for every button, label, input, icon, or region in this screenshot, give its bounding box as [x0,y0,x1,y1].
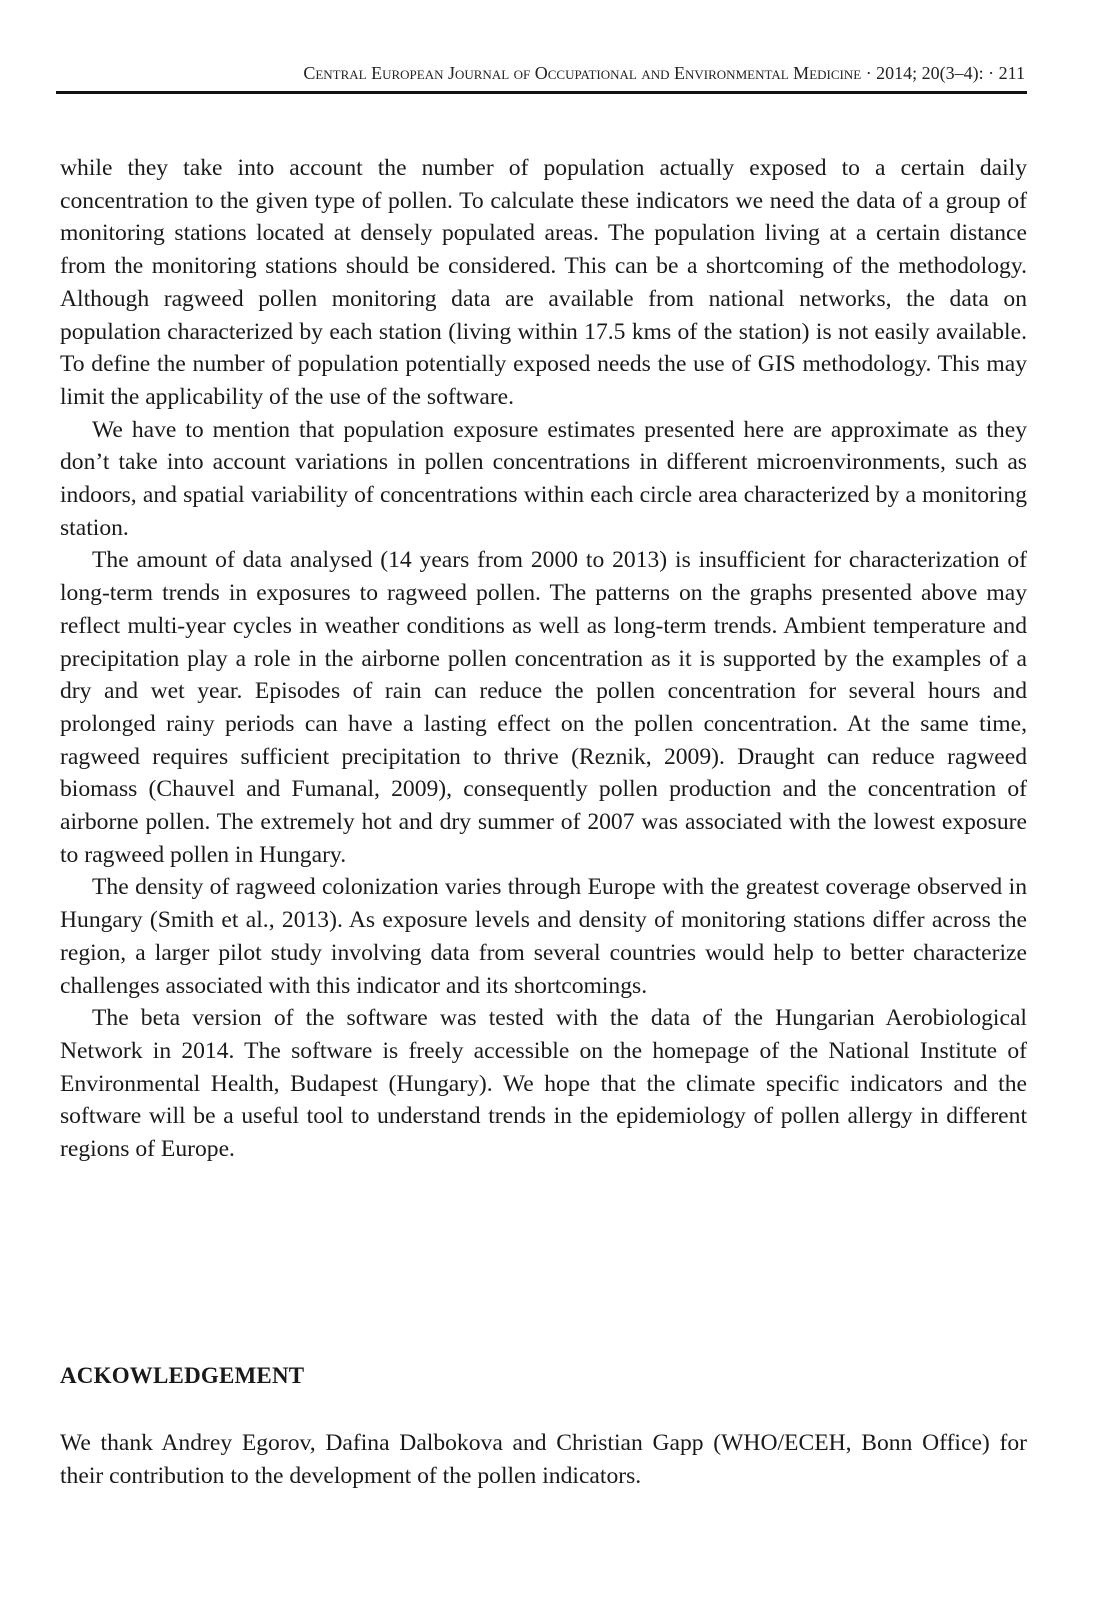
paragraph-continuation: while they take into account the number of population actually exposed to a certain daily concentration to the given type of pollen. To calculate these indicators we need the data of a group of monitoring stations located at densely populated areas. The population living at a certain distance from the monitoring stations should be considered. This can be a shortcoming of the methodology. Although ragweed pollen monitoring data are available from national networks, the data on population characterized by each station (living within 17.5 kms of the station) is not easily available. To define the number of population potentially exposed needs the use of GIS methodology. This may limit the applicability of the use of the software. [60,155,1027,410]
acknowledgement-text: We thank Andrey Egorov, Dafina Dalbokova and Christian Gapp (WHO/ECEH, Bonn Office) for their contribution to the development of the pollen indicators. [60,1430,1027,1489]
running-header [56,58,1027,94]
paragraph-data-analysed: The amount of data analysed (14 years from 2000 to 2013) is insufficient for characterization of long-term trends in exposures to ragweed pollen. The patterns on the graphs presented above may reflect multi-year cycles in weather conditions as well as long-term trends. Ambient temperature and precipitation play a role in the airborne pollen concentration as it is supported by the examples of a dry and wet year. Episodes of rain can reduce the pollen concentration for several hours and prolonged rainy periods can have a lasting effect on the pollen concentration. At the same time, ragweed requires sufficient precipitation to thrive (Reznik, 2009). Draught can reduce ragweed biomass (Chauvel and Fumanal, 2009), consequently pollen production and the concentration of airborne pollen. The extremely hot and dry summer of 2007 was associated with the lowest exposure to ragweed pollen in Hungary. [60,547,1027,868]
acknowledgement-heading: ACKOWLEDGEMENT [60,1363,305,1388]
header-rule [56,91,1027,94]
paragraph-exposure-estimates: We have to mention that population exposure estimates presented here are approximate as they don’t take into account variations in pollen concentrations in different microenvironments, such as indoors, and spatial variability of concentrations within each circle area characterized by a monitoring station. [60,416,1027,541]
journal-title: Central European Journal of Occupational and Environmental Medicine [303,63,862,83]
acknowledgement-section [60,1427,1027,1492]
paragraph-ragweed-density: The density of ragweed colonization varies through Europe with the greatest coverage observed in Hungary (Smith et al., 2013). As exposure levels and density of monitoring stations differ across the region, a larger pilot study involving data from several countries would help to better characterize challenges associated with this indicator and its shortcomings. [60,874,1027,999]
citation-info: · 2014; 20(3–4): · 211 [865,63,1025,83]
paragraph-beta-software: The beta version of the software was tested with the data of the Hungarian Aerobiological Network in 2014. The software is freely accessible on the homepage of the National Institute of Environmental Health, Budapest (Hungary). We hope that the climate specific indicators and the software will be a useful tool to understand trends in the epidemiology of pollen allergy in different regions of Europe. [60,1005,1027,1163]
main-text [60,152,1027,1166]
